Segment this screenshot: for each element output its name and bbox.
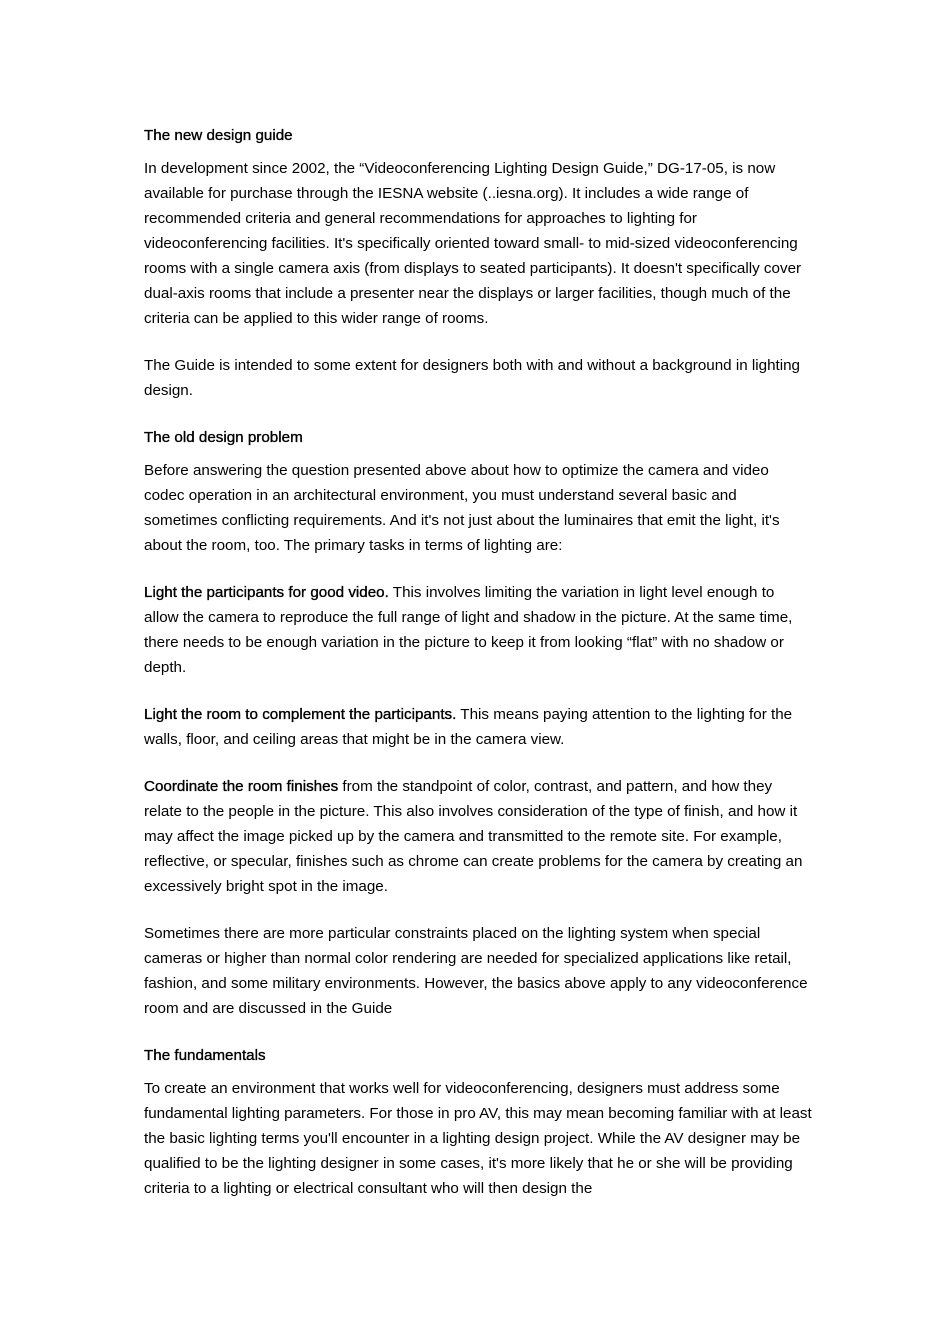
task-lead: Light the participants for good video.: [144, 584, 389, 601]
paragraph: To create an environment that works well for videoconferencing, designers must address some fundamental lighting parameters. For those in pro AV, this may mean becoming familiar with at least the basic lighting terms you'll encounter in a lighting design project. While the AV designer may be qualified to be the lighting designer in some cases, it's more likely that he or she will be providing criteria to a lighting or electrical consultant who will then design the: [144, 1080, 812, 1197]
paragraph: Sometimes there are more particular constraints placed on the lighting system when special cameras or higher than normal color rendering are needed for specialized applications like retail, fashion, and some military environments. However, the basics above apply to any videoconference room and are discussed in the Guide: [144, 925, 808, 1017]
task-paragraph: [144, 774, 812, 899]
paragraph: Before answering the question presented above about how to optimize the camera and video codec operation in an architectural environment, you must understand several basic and sometimes conflicting requirements. And it's not just about the luminaires that emit the light, it's about the room, too. The primary tasks in terms of lighting are:: [144, 462, 780, 554]
paragraph: In development since 2002, the “Videoconferencing Lighting Design Guide,” DG-17-05, is now available for purchase through the IESNA website (..iesna.org). It includes a wide range of recommended criteria and general recommendations for approaches to lighting for videoconferencing facilities. It's specifically oriented toward small- to mid-sized videoconferencing rooms with a single camera axis (from displays to seated participants). It doesn't specifically cover dual-axis rooms that include a presenter near the displays or larger facilities, though much of the criteria can be applied to this wider range of rooms.: [144, 160, 802, 327]
task-lead: Light the room to complement the participants.: [144, 706, 457, 723]
task-body: from the standpoint of color, contrast, and pattern, and how they relate to the people in the picture. This also involves consideration of the type of finish, and how it may affect the image picked up by the camera and transmitted to the remote site. For example, reflective, or specular, finishes such as chrome can create problems for the camera by creating an excessively bright spot in the image.: [144, 778, 803, 895]
section-heading-new-design-guide: The new design guide: [144, 127, 293, 144]
task-paragraph: [144, 702, 812, 752]
document-page: [144, 126, 812, 1223]
section-heading-fundamentals: The fundamentals: [144, 1047, 266, 1064]
task-body: This involves limiting the variation in light level enough to allow the camera to reproduce the full range of light and shadow in the picture. At the same time, there needs to be enough variation in the picture to keep it from looking “flat” with no shadow or depth.: [144, 584, 793, 676]
task-lead: Coordinate the room finishes: [144, 778, 339, 795]
paragraph: The Guide is intended to some extent for designers both with and without a background in lighting design.: [144, 357, 800, 399]
section-heading-old-design-problem: The old design problem: [144, 429, 303, 446]
task-paragraph: [144, 580, 812, 680]
task-body: This means paying attention to the lighting for the walls, floor, and ceiling areas that might be in the camera view.: [144, 706, 793, 748]
